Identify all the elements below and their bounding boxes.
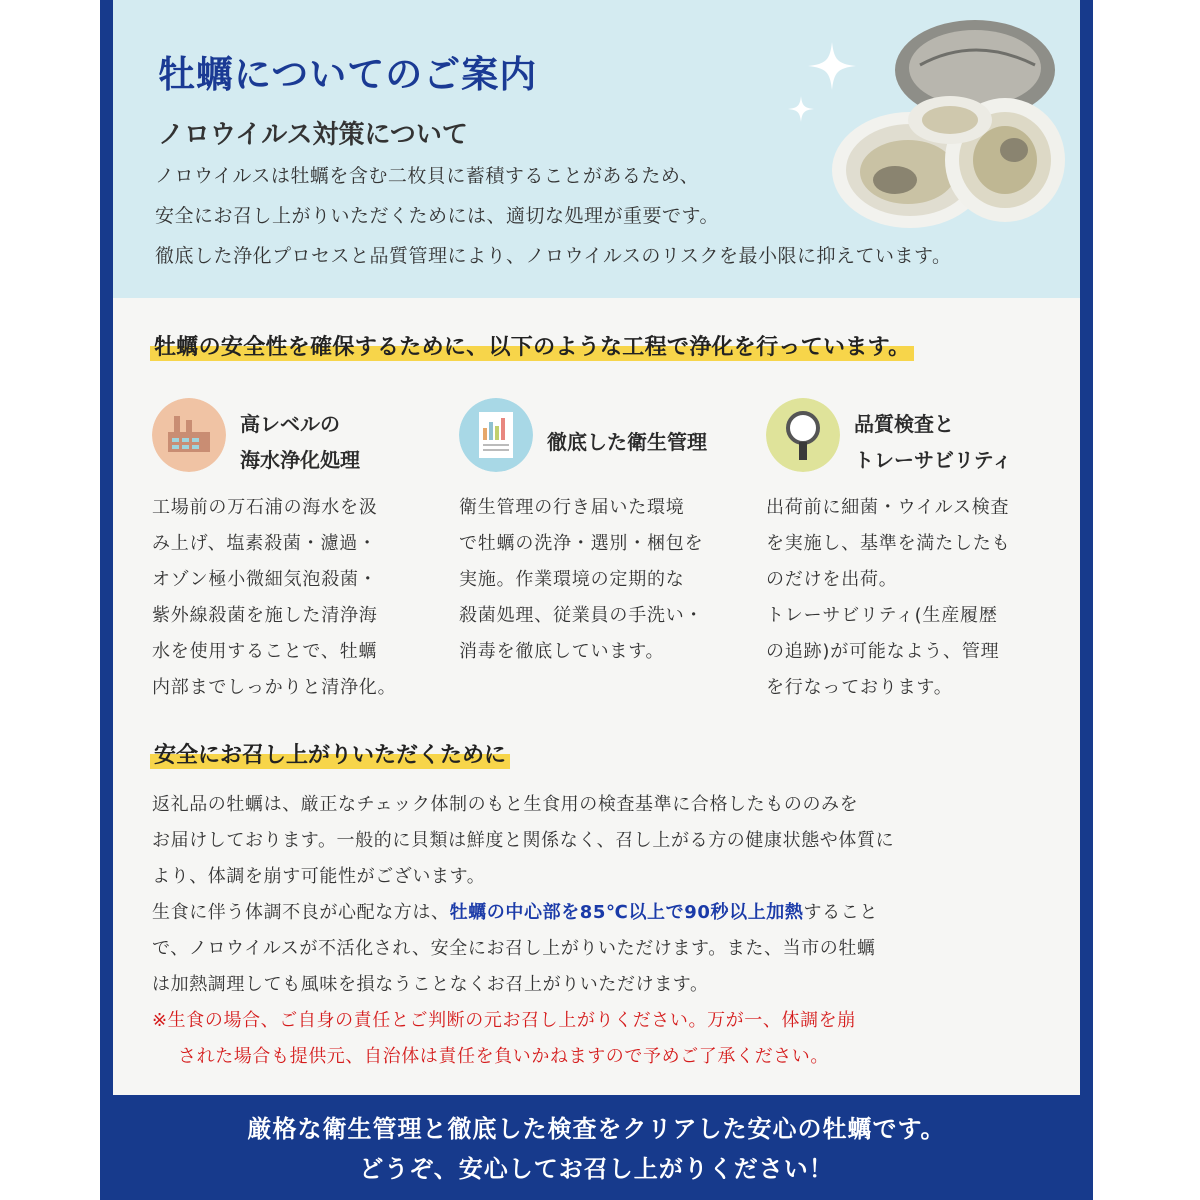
feature-title	[547, 424, 757, 460]
notice-line: で、ノロウイルスが不活化され、安全にお召し上がりいただけます。また、当市の牡蠣	[152, 938, 876, 959]
feature-body-line: オゾン極小微細気泡殺菌・	[152, 569, 378, 590]
feature-body-line: で牡蠣の洗浄・選別・梱包を	[459, 533, 704, 554]
notice-line	[152, 895, 1052, 931]
factory-icon	[152, 398, 226, 472]
warning-line: ※生食の場合、ご自身の責任とご判断の元お召し上がりください。万が一、体調を崩	[152, 1010, 856, 1031]
feature-body	[152, 490, 440, 706]
process-heading: 牡蠣の安全性を確保するために、以下のような工程で浄化を行っています。	[150, 330, 914, 361]
feature-body	[766, 490, 1054, 706]
report-chart-icon	[459, 398, 533, 472]
warning-line: された場合も提供元、自治体は責任を負いかねますので予めご了承ください。	[178, 1046, 829, 1067]
feature-title-line: トレーサビリティ	[854, 448, 1012, 472]
footer-line: どうぞ、安心してお召し上がりください！	[359, 1155, 834, 1183]
notice-line: 返礼品の牡蠣は、厳正なチェック体制のもと生食用の検査基準に合格したもののみを	[152, 794, 859, 815]
feature-title	[854, 406, 1064, 478]
oyster-illustration	[800, 10, 1080, 250]
feature-body-line: 水を使用することで、牡蠣	[152, 641, 378, 662]
notice-text: すること	[803, 902, 878, 923]
feature-body-line: 殺菌処理、従業員の手洗い・	[459, 605, 704, 626]
feature-body-line: 紫外線殺菌を施した清浄海	[152, 605, 378, 626]
safety-notice	[152, 787, 1052, 1075]
feature-title-line: 高レベルの	[240, 412, 340, 436]
feature-body-line: 工場前の万石浦の海水を汲	[152, 497, 378, 518]
intro-line: 徹底した浄化プロセスと品質管理により、ノロウイルスのリスクを最小限に抑えています。	[155, 245, 952, 267]
feature-body-line: を実施し、基準を満たしたも	[766, 533, 1011, 554]
footer-line: 厳格な衛生管理と徹底した検査をクリアした安心の牡蠣です。	[247, 1115, 946, 1143]
feature-body-line: 衛生管理の行き届いた環境	[459, 497, 685, 518]
feature-body-line: 消毒を徹底しています。	[459, 641, 665, 662]
notice-line: は加熱調理しても風味を損なうことなくお召上がりいただけます。	[152, 974, 709, 995]
feature-body-line: の追跡)が可能なよう、管理	[766, 641, 1000, 662]
feature-body	[459, 490, 747, 670]
heating-instruction: 牡蠣の中心部を85℃以上で90秒以上加熱	[449, 902, 804, 923]
section-subtitle: ノロウイルス対策について	[158, 120, 468, 150]
footer-banner	[100, 1095, 1093, 1200]
magnifier-icon	[766, 398, 840, 472]
feature-title-line: 徹底した衛生管理	[547, 430, 707, 454]
feature-body-line: み上げ、塩素殺菌・濾過・	[152, 533, 377, 554]
page-title: 牡蠣についてのご案内	[158, 53, 538, 96]
notice-line: お届けしております。一般的に貝類は鮮度と関係なく、召し上がる方の健康状態や体質に	[152, 830, 895, 851]
feature-body-line: 実施。作業環境の定期的な	[459, 569, 685, 590]
notice-text: 生食に伴う体調不良が心配な方は、	[152, 902, 450, 923]
feature-body-line: を行なっております。	[766, 677, 953, 698]
feature-body-line: 内部までしっかりと清浄化。	[152, 677, 397, 698]
feature-title-line: 海水浄化処理	[240, 448, 360, 472]
feature-title	[240, 406, 450, 478]
intro-line: 安全にお召し上がりいただくためには、適切な処理が重要です。	[155, 205, 719, 227]
safety-heading: 安全にお召し上がりいただくために	[150, 738, 510, 769]
feature-body-line: のだけを出荷。	[766, 569, 898, 590]
feature-body-line: 出荷前に細菌・ウイルス検査	[766, 497, 1010, 518]
feature-title-line: 品質検査と	[854, 412, 954, 436]
feature-body-line: トレーサビリティ(生産履歴	[766, 605, 998, 626]
intro-line: ノロウイルスは牡蠣を含む二枚貝に蓄積することがあるため、	[155, 165, 700, 187]
notice-line: より、体調を崩す可能性がございます。	[152, 866, 486, 887]
